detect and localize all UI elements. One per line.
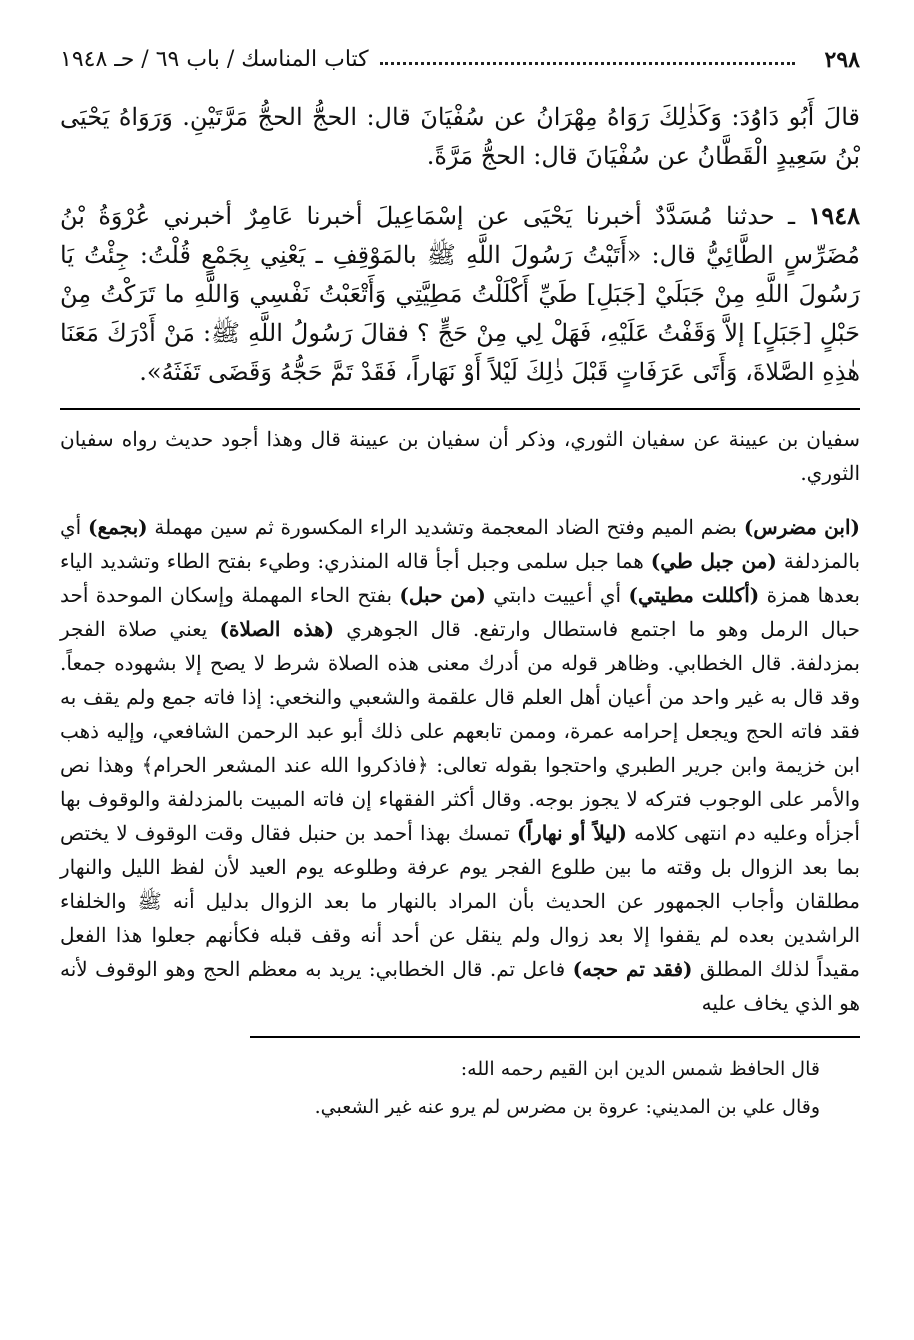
hadith-paragraph [60,196,860,392]
commentary-segment: يعني صلاة الفجر بمزدلفة. قال الخطابي. وظاهر قوله من أدرك معنى هذه الصلاة شرط لا يصح إلا بشهوده جمعاً. وقد قال به غير واحد من أعيان أهل العلم قال علقمة والشعبي والنخعي: إذا فاته جمع ولم يقف به فقد فاته الحج ويجعل إحرامه عمرة، وممن تابعهم على ذلك أبو عبد الرحمن الشافعي، وإليه ذهب ابن خزيمة وابن جرير الطبري واحتجوا بقوله تعالى: ﴿فاذكروا الله عند المشعر الحرام﴾ وهذا نص والأمر على الوجوب فتركه لا يجوز بوجه. وقال أكثر الفقهاء إن فاته المبيت بالمزدلفة والوقوف بها أجزأه وعليه دم انتهى كلامه [60,617,860,845]
abu-dawud-comment: قالَ أَبُو دَاوُدَ: وَكَذٰلِكَ رَوَاهُ مِهْرَانُ عن سُفْيَانَ قال: الحجُّ الحجُّ مَرَّتَيْنِ. وَرَوَاهُ يَحْيَى بْنُ سَعِيدٍ الْقَطَّانُ عن سُفْيَانَ قال: الحجُّ مَرَّةً. [60,103,860,170]
ibn-qayyim-text: وقال علي بن المديني: عروة بن مضرس لم يرو عنه غير الشعبي. [314,1096,820,1118]
commentary-keyword: (هذه الصلاة) [219,617,335,641]
ibn-qayyim-note [60,1050,860,1126]
commentary-intro: سفيان بن عيينة عن سفيان الثوري، وذكر أن سفيان بن عيينة قال وهذا أجود حديث رواه سفيان الثوري. [60,427,860,485]
commentary-segment: فاعل تم. قال الخطابي: يريد به معظم الحج وهو الوقوف لأنه هو الذي يخاف عليه [60,957,860,1015]
running-header [60,40,860,80]
commentary-keyword: (بجمع) [88,515,148,539]
ibn-qayyim-divider [250,1036,860,1038]
hadith-body: ـ حدثنا مُسَدَّدٌ أخبرنا يَحْيَى عن إسْمَاعِيلَ أخبرنا عَامِرٌ أخبرني عُرْوَةُ بْنُ مُضَرِّسٍ الطَّائِيُّ قال: «أَتَيْتُ رَسُولَ اللَّهِ ﷺ بالمَوْقِفِ ـ يَعْنِي بِجَمْعٍ قُلْتُ: جِئْتُ يَا رَسُولَ اللَّهِ مِنْ جَبَلَيْ [جَبَلِ] طَيِّ أَكْلَلْتُ مَطِيَّتِي وَأَتْعَبْتُ نَفْسِي وَاللَّهِ ما تَرَكْتُ مِنْ حَبْلٍ [جَبَلٍ] إلاَّ وَقَفْتُ عَلَيْهِ، فَهَلْ لِي مِنْ حَجٍّ ؟ فقالَ رَسُولُ اللَّهِ ﷺ: مَنْ أَدْرَكَ مَعَنَا هٰذِهِ الصَّلاةَ، وَأَتَى عَرَفَاتٍ قَبْلَ ذٰلِكَ لَيْلاً أَوْ نَهَاراً، فَقَدْ تَمَّ حَجُّهُ وَقَضَى تَفَثَهُ». [60,202,860,386]
commentary-segment: هما جبل سلمى وجبل أجأ قاله المنذري: وطيء بفتح الطاء وتشديد الياء بعدها همزة [60,549,860,607]
commentary-segment: بضم الميم وفتح الضاد المعجمة وتشديد الراء المكسورة ثم سين مهملة [147,515,744,539]
commentary-keyword: (من جبل طي) [650,549,777,573]
commentary-keyword: (أكللت مطيتي) [628,583,760,607]
header-dotted-leader [380,62,795,65]
commentary-segment: أي أعييت دابتي [485,583,629,607]
commentary-segment: بفتح الحاء المهملة وإسكان الموحدة أحد حبال الرمل وهو ما اجتمع فاستطال وارتفع. قال الجوهري [60,583,860,641]
commentary-segment: أي بالمزدلفة [60,515,861,573]
page-number: ٢٩٨ [824,47,860,73]
commentary-keyword: (ليلاً أو نهاراً) [517,821,627,845]
running-title: كتاب المناسك / باب ٦٩ / حـ ١٩٤٨ [60,47,369,72]
commentary-keyword: (من حبل) [399,583,486,607]
commentary-keyword: (فقد تم حجه) [572,957,693,981]
commentary-keyword: (ابن مضرس) [743,515,860,539]
hadith-text [60,98,860,392]
ibn-qayyim-heading: قال الحافظ شمس الدين ابن القيم رحمه الله: [460,1058,820,1080]
commentary [60,422,860,1020]
footnote-divider [60,408,860,410]
page [60,40,860,1126]
commentary-body [60,510,860,1020]
hadith-number: ١٩٤٨ [808,201,860,230]
commentary-segment: تمسك بهذا أحمد بن حنبل فقال وقت الوقوف لا يختص بما بعد الزوال بل وقته ما بين طلوع الفجر يوم عرفة وطلوعه يوم العيد لأن لفظ الليل والنهار مطلقان وأجاب الجمهور عن الحديث بأن المراد بالنهار ما بعد الزوال بدليل أنه ﷺ والخلفاء الراشدين بعده لم يقفوا إلا بعد زوال ولم ينقل عن أحد أنه وقف قبله فكأنهم جعلوا هذا الفعل مقيداً لذلك المطلق [60,821,861,981]
